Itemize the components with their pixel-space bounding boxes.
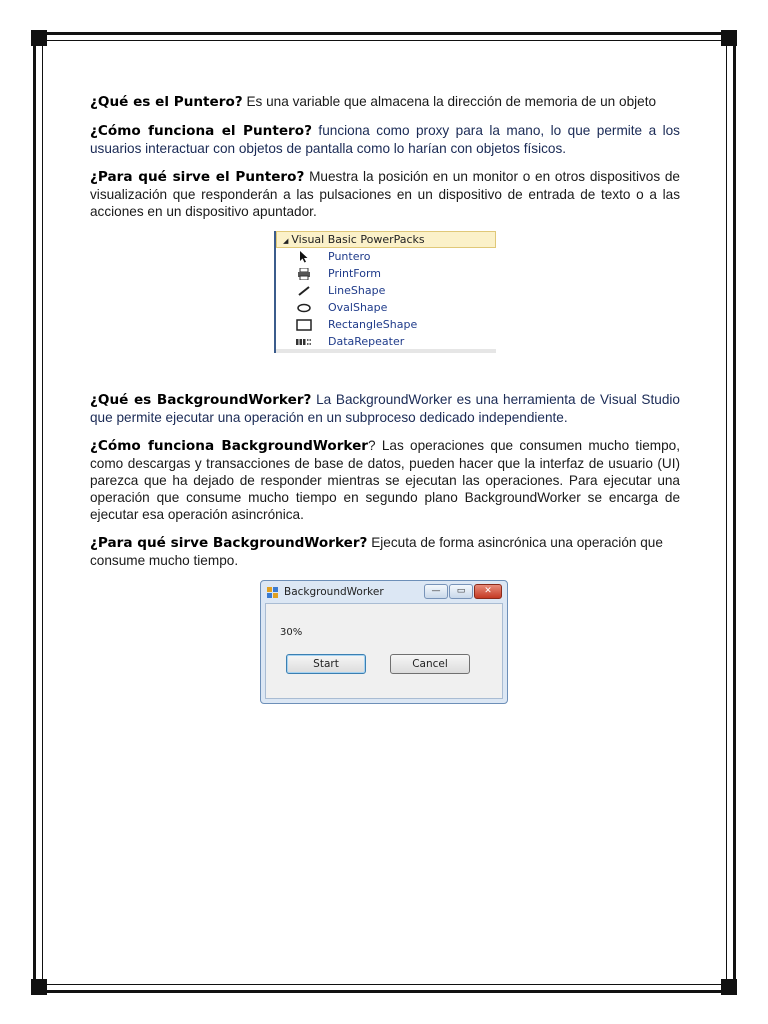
border-corner-top-left [31,30,47,46]
toolbox-group-header[interactable]: ◢ Visual Basic PowerPacks [276,231,496,248]
rectangle-icon [290,319,318,331]
question-heading: ¿Cómo funciona BackgroundWorker [90,438,368,454]
collapse-triangle-icon: ◢ [283,237,289,245]
pointer-arrow-icon [290,251,318,263]
printer-icon [290,268,318,280]
paragraph-bgworker-para-que [90,534,680,569]
answer-text: funciona como proxy para la mano, lo que permite a los usuarios interactuar con objetos de pantalla como lo harían con objetos físicos. [90,123,680,156]
toolbox-item-lineshape[interactable]: LineShape [276,282,496,299]
toolbox-item-rectangleshape[interactable]: RectangleShape [276,316,496,333]
maximize-icon[interactable]: ▭ [449,584,473,599]
paragraph-bgworker-como [90,437,680,523]
question-heading: ¿Qué es el Puntero? [90,94,243,110]
question-heading: ¿Qué es BackgroundWorker? [90,392,312,408]
paragraph-puntero-como [90,122,680,157]
window-title: BackgroundWorker [284,585,384,598]
paragraph-bgworker-que-es [90,391,680,426]
paragraph-puntero-que-es [90,93,680,111]
close-icon[interactable]: ✕ [474,584,502,599]
question-heading: ¿Cómo funciona el Puntero? [90,123,312,139]
line-icon [290,285,318,297]
data-repeater-icon [290,338,318,346]
window-client-area [265,603,503,699]
toolbox-item-ovalshape[interactable]: OvalShape [276,299,496,316]
question-mark: ? [368,438,376,453]
toolbox-item-puntero[interactable]: Puntero [276,248,496,265]
start-button[interactable]: Start [286,654,366,674]
answer-text: Las operaciones que consumen mucho tiempo, como descargas y transacciones de base de datos, pueden hacer que la interfaz de usuario (UI) parezca que ha dejado de responder mientras se ejecutan las operaciones. Para ejecutar una operación que consume mucho tiempo en segundo plano BackgroundWorker se encarga de ejecutar esa operación asincrónica. [90,438,680,522]
toolbox-screenshot [274,231,496,353]
progress-label: 30% [280,627,303,638]
answer-text: La BackgroundWorker es una herramienta de Visual Studio que permite ejecutar una operación en un subproceso dedicado independiente. [90,392,680,425]
question-heading: ¿Para qué sirve BackgroundWorker? [90,535,368,551]
document-body [90,93,680,704]
window-controls [423,584,502,599]
border-corner-bottom-right [721,979,737,995]
toolbox-scrollbar[interactable] [276,349,496,353]
toolbox-item-printform[interactable]: PrintForm [276,265,496,282]
backgroundworker-window-screenshot [260,580,508,704]
question-heading: ¿Para qué sirve el Puntero? [90,169,305,185]
answer-text: Ejecuta de forma asincrónica una operación que consume mucho tiempo. [90,535,663,568]
paragraph-puntero-para-que [90,168,680,220]
border-corner-bottom-left [31,979,47,995]
minimize-icon[interactable]: — [424,584,448,599]
cancel-button[interactable]: Cancel [390,654,470,674]
answer-text: Es una variable que almacena la dirección de memoria de un objeto [242,94,657,109]
oval-icon [290,303,318,313]
toolbox-item-datarepeater[interactable]: DataRepeater [276,333,496,350]
app-window-icon [267,587,278,598]
border-corner-top-right [721,30,737,46]
answer-text: Muestra la posición en un monitor o en otros dispositivos de visualización que responderán a las pulsaciones en un dispositivo de entrada de texto o a las acciones en un dispositivo apuntador. [90,169,680,219]
